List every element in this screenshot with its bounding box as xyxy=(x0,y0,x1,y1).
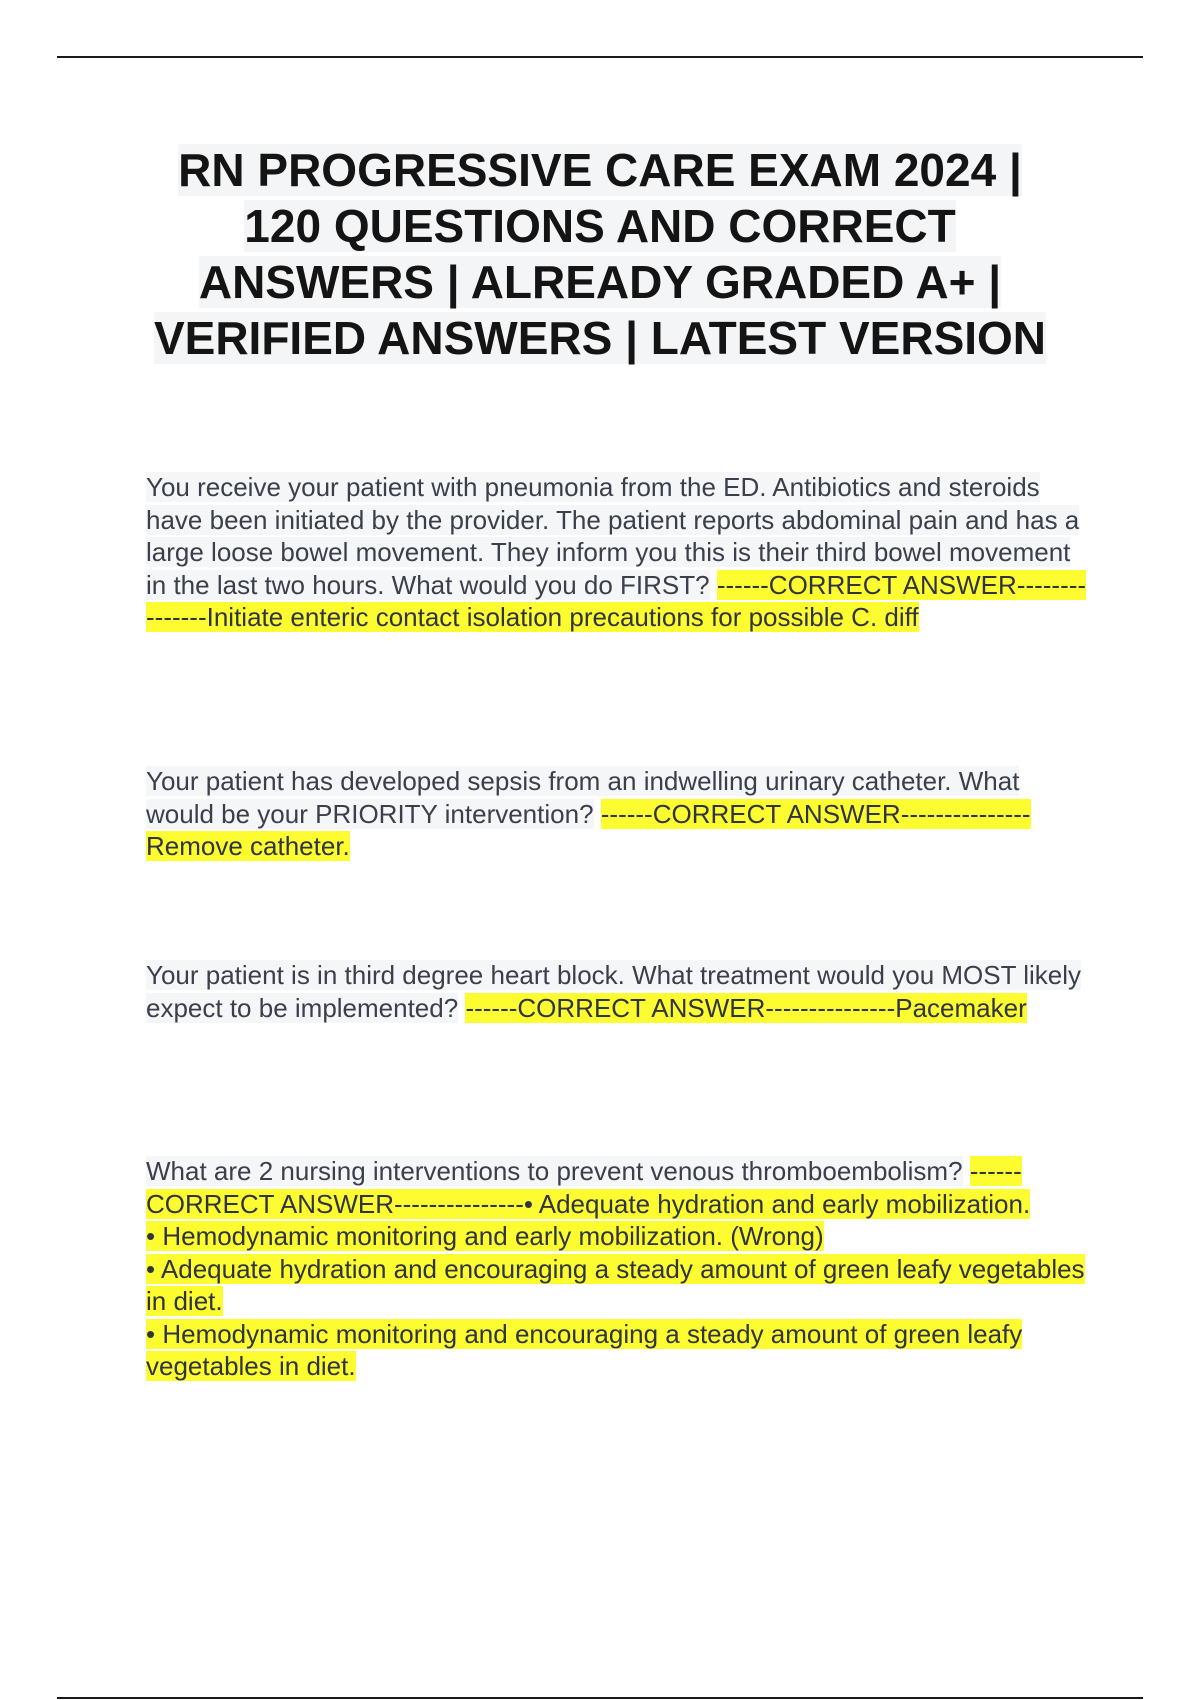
page-title-text: RN PROGRESSIVE CARE EXAM 2024 | 120 QUESTIONS AND CORRECT ANSWERS | ALREADY GRADED A+ | VERIFIED ANSWERS | LATEST VERSION xyxy=(153,144,1047,364)
question-text: What are 2 nursing interventions to prevent venous thromboembolism? xyxy=(146,1156,963,1186)
question-item-4 xyxy=(146,1155,1091,1383)
correct-answer: ------CORRECT ANSWER---------------Remove catheter. xyxy=(146,798,1031,861)
question-text: You receive your patient with pneumonia from the ED. Antibiotics and steroids have been initiated by the provider. The patient reports abdominal pain and has a large loose bowel movement. They inform you this is their third bowel movement in the last two hours. What would you do FIRST? xyxy=(146,472,1080,600)
correct-answer: ------CORRECT ANSWER---------------• Adequate hydration and early mobilization. xyxy=(146,1156,1031,1219)
correct-answer: ------CORRECT ANSWER---------------Initiate enteric contact isolation precautions for possible C. diff xyxy=(146,569,1087,632)
correct-answer: ------CORRECT ANSWER---------------Pacemaker xyxy=(465,992,1027,1023)
question-item-2 xyxy=(146,765,1091,863)
question-item-1 xyxy=(146,471,1091,634)
title-block xyxy=(140,142,1060,366)
answer-option: • Hemodynamic monitoring and early mobilization. (Wrong) xyxy=(146,1221,824,1251)
question-text: Your patient has developed sepsis from an indwelling urinary catheter. What would be your PRIORITY intervention? xyxy=(146,766,1020,829)
answer-option: • Adequate hydration and encouraging a steady amount of green leafy vegetables in diet. xyxy=(146,1253,1085,1316)
top-rule xyxy=(57,56,1143,58)
bottom-rule xyxy=(57,1697,1143,1699)
question-item-3 xyxy=(146,959,1091,1024)
answer-option: • Hemodynamic monitoring and encouraging a steady amount of green leafy vegetables in diet. xyxy=(146,1318,1023,1381)
question-text: Your patient is in third degree heart block. What treatment would you MOST likely expect to be implemented? xyxy=(146,960,1082,1023)
page-title xyxy=(140,142,1060,366)
